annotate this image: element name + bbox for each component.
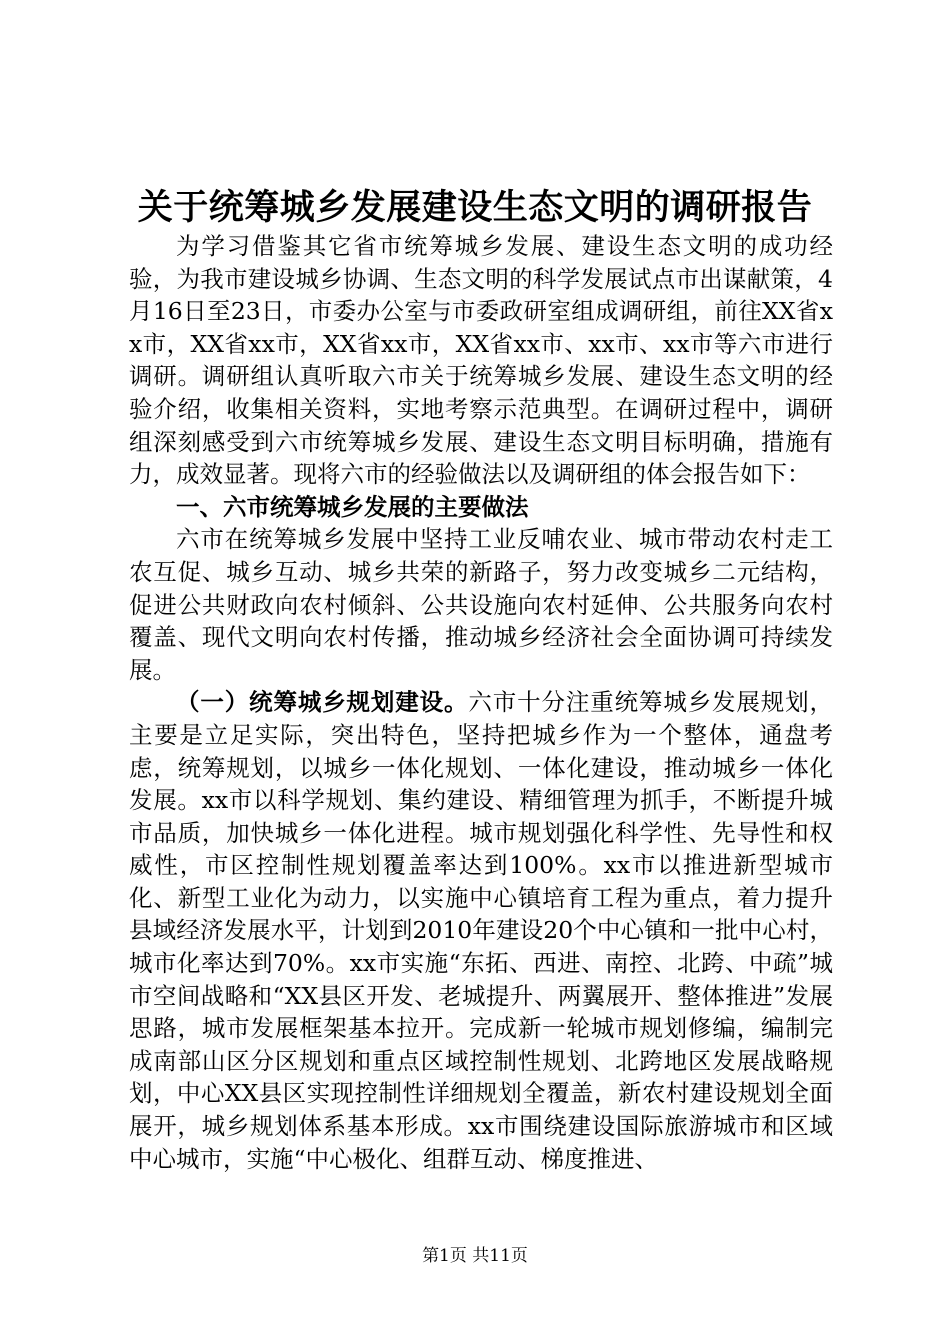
- subsection-paragraph: [129, 686, 833, 1175]
- document-title: 关于统筹城乡发展建设生态文明的调研报告: [137, 187, 813, 228]
- page-number: 第1页 共11页: [422, 1246, 528, 1266]
- document-body: [129, 230, 833, 1175]
- subsection-text: 六市十分注重统筹城乡发展规划，主要是立足实际，突出特色，坚持把城乡作为一个整体，通盘考虑，统筹规划，以城乡一体化规划、一体化建设，推动城乡一体化发展。xx市以科学规划、集约建设、精细管理为抓手，不断提升城市品质，加快城乡一体化进程。城市规划强化科学性、先导性和权威性，市区控制性规划覆盖率达到100%。xx市以推进新型城市化、新型工业化为动力，以实施中心镇培育工程为重点，着力提升县域经济发展水平，计划到2010年建设20个中心镇和一批中心村，城市化率达到70%。xx市实施“东拓、西进、南控、北跨、中疏”城市空间战略和“XX县区开发、老城提升、两翼展开、整体推进”发展思路，城市发展框架基本拉开。完成新一轮城市规划修编，编制完成南部山区分区规划和重点区域控制性规划、北跨地区发展战略规划，中心XX县区实现控制性详细规划全覆盖，新农村建设规划全面展开，城乡规划体系基本形成。xx市围绕建设国际旅游城市和区域中心城市，实施“中心极化、组群互动、梯度推进、: [129, 688, 834, 1173]
- section-heading: 一、六市统筹城乡发展的主要做法: [176, 492, 529, 521]
- subsection-lead: （一）统筹城乡规划建设。: [176, 688, 469, 717]
- intro-paragraph: 为学习借鉴其它省市统筹城乡发展、建设生态文明的成功经验，为我市建设城乡协调、生态文明的科学发展试点市出谋献策，4月16日至23日，市委办公室与市委政研室组成调研组，前往XX省xx市，XX省xx市，XX省xx市，XX省xx市、xx市、xx市等六市进行调研。调研组认真听取六市关于统筹城乡发展、建设生态文明的经验介绍，收集相关资料，实地考察示范典型。在调研过程中，调研组深刻感受到六市统筹城乡发展、建设生态文明目标明确，措施有力，成效显著。现将六市的经验做法以及调研组的体会报告如下：: [129, 232, 833, 489]
- section-paragraph: 六市在统筹城乡发展中坚持工业反哺农业、城市带动农村走工农互促、城乡互动、城乡共荣的新路子，努力改变城乡二元结构，促进公共财政向农村倾斜、公共设施向农村延伸、公共服务向农村覆盖、现代文明向农村传播，推动城乡经济社会全面协调可持续发展。: [129, 525, 833, 684]
